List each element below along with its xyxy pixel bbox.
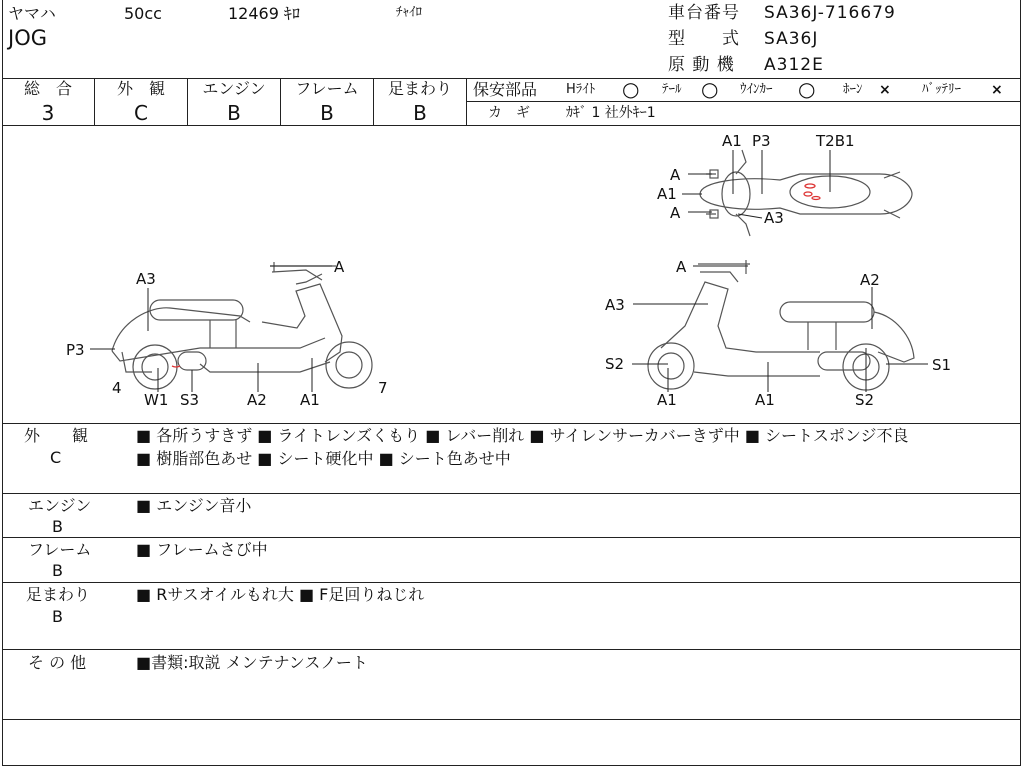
frame-number-label: 車台番号 xyxy=(668,3,740,23)
engine-label: 原 動 機 xyxy=(668,55,735,75)
safety-parts-label: 保安部品 xyxy=(473,80,538,99)
horn-label: ﾎｰﾝ xyxy=(843,82,863,97)
section-engine-line-1: ■ エンジン音小 xyxy=(136,496,252,515)
key-label: カ ギ xyxy=(488,105,530,121)
label-left-7: 7 xyxy=(378,379,388,397)
color: ﾁｬｲﾛ xyxy=(396,5,422,20)
grade-engine-value: B xyxy=(227,101,241,125)
frame-number: SA36J-716679 xyxy=(764,3,896,23)
divider xyxy=(2,537,1021,538)
label-top-a3: A3 xyxy=(764,209,784,227)
winker-status: ○ xyxy=(798,77,816,101)
label-top-a-lower: A xyxy=(670,204,681,222)
displacement: 50cc xyxy=(124,4,162,23)
mileage: 12469 ｷﾛ xyxy=(228,4,300,23)
maker: ヤマハ xyxy=(8,4,56,23)
key-value: ｶｷﾞ 1 社外ｷｰ1 xyxy=(566,105,656,121)
section-suspension-line-1: ■ Rサスオイルもれ大 ■ F足回りねじれ xyxy=(136,585,425,604)
headlight-status: ○ xyxy=(622,77,640,101)
section-exterior-grade: C xyxy=(50,448,62,467)
section-other-title: そ の 他 xyxy=(28,653,87,672)
section-exterior-line-2: ■ 樹脂部色あせ ■ シート硬化中 ■ シート色あせ中 xyxy=(136,449,511,468)
label-right-a3: A3 xyxy=(605,296,625,314)
label-left-w1: W1 xyxy=(144,391,169,409)
headlight-label: Hﾗｲﾄ xyxy=(566,82,596,97)
scooter-top-view xyxy=(700,150,912,236)
label-right-a1-left: A1 xyxy=(657,391,677,409)
label-left-4: 4 xyxy=(112,379,122,397)
label-left-s3: S3 xyxy=(180,391,200,409)
label-top-a1-mid: A1 xyxy=(657,185,677,203)
winker-label: ｳｲﾝｶｰ xyxy=(740,82,773,97)
section-exterior-title: 外 観 xyxy=(24,426,89,445)
section-frame-line-1: ■ フレームさび中 xyxy=(136,540,268,559)
section-frame-grade: B xyxy=(52,561,63,580)
taillight-status: ○ xyxy=(701,77,719,101)
battery-status: × xyxy=(991,82,1003,98)
battery-label: ﾊﾞｯﾃﾘｰ xyxy=(922,82,961,97)
section-other-line-1: ■書類:取説 メンテナンスノート xyxy=(136,653,368,672)
label-right-a1-mid: A1 xyxy=(755,391,775,409)
divider xyxy=(2,582,1021,583)
label-left-a2: A2 xyxy=(247,391,267,409)
section-suspension-grade: B xyxy=(52,607,63,626)
divider xyxy=(2,649,1021,650)
label-right-a: A xyxy=(676,258,687,276)
scooter-damage-diagram xyxy=(0,126,1024,423)
divider xyxy=(2,719,1021,720)
label-right-s1: S1 xyxy=(932,356,952,374)
model-name: JOG xyxy=(8,26,47,50)
engine-value: A312E xyxy=(764,55,824,75)
taillight-label: ﾃｰﾙ xyxy=(662,82,682,97)
grade-overall-value: 3 xyxy=(41,101,55,125)
divider xyxy=(467,101,1021,102)
grade-frame-value: B xyxy=(320,101,334,125)
label-top-a1: A1 xyxy=(722,132,742,150)
label-top-a-upper: A xyxy=(670,166,681,184)
label-right-s2-left: S2 xyxy=(605,355,625,373)
grade-suspension-value: B xyxy=(413,101,427,125)
section-frame-title: フレーム xyxy=(28,540,92,559)
label-top-t2b1: T2B1 xyxy=(816,132,855,150)
divider xyxy=(2,423,1021,424)
grade-suspension-label: 足まわり xyxy=(387,79,452,98)
divider xyxy=(2,493,1021,494)
grade-overall-label: 総 合 xyxy=(23,79,72,98)
label-right-a2: A2 xyxy=(860,271,880,289)
grade-engine-label: エンジン xyxy=(202,79,266,98)
section-exterior-line-1: ■ 各所うすきず ■ ライトレンズくもり ■ レバー削れ ■ サイレンサーカバーきず中 ■ シートスポンジ不良 xyxy=(136,426,909,445)
horn-status: × xyxy=(879,82,891,98)
grade-exterior-value: C xyxy=(134,101,148,125)
section-suspension-title: 足まわり xyxy=(26,585,91,604)
label-left-a1: A1 xyxy=(300,391,320,409)
label-left-a: A xyxy=(334,258,345,276)
label-left-p3: P3 xyxy=(66,341,85,359)
type-value: SA36J xyxy=(764,29,819,49)
label-right-s2-right: S2 xyxy=(855,391,875,409)
label-top-p3: P3 xyxy=(752,132,771,150)
label-left-a3: A3 xyxy=(136,270,156,288)
grade-frame-label: フレーム xyxy=(295,79,359,98)
type-label: 型 式 xyxy=(668,29,740,49)
section-engine-grade: B xyxy=(52,517,63,536)
divider xyxy=(466,78,467,125)
section-engine-title: エンジン xyxy=(28,496,92,515)
grade-exterior-label: 外 観 xyxy=(116,79,165,98)
